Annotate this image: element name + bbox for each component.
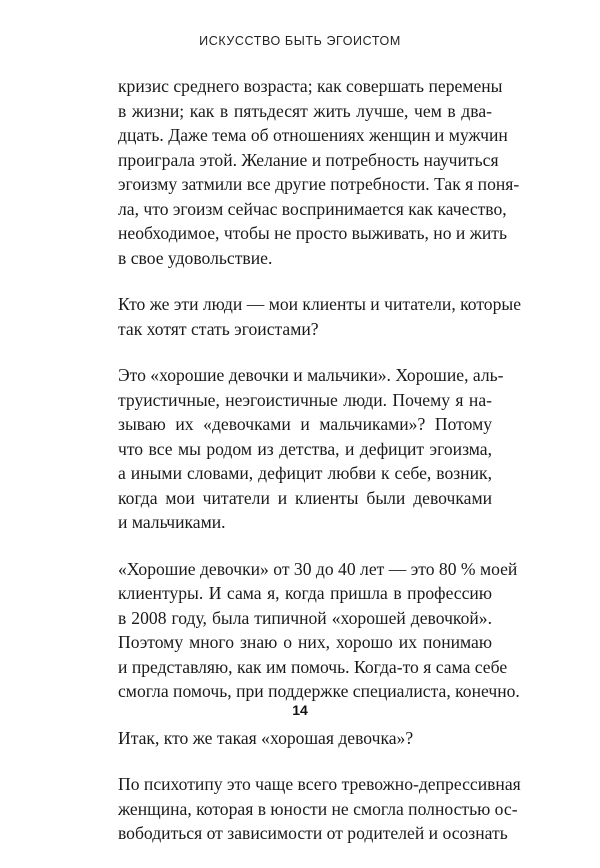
paragraph <box>118 363 504 535</box>
text-line: вободиться от зависимости от родителей и осознать <box>118 823 508 843</box>
body-text <box>118 74 522 868</box>
paragraph <box>118 772 521 846</box>
text-line: клиентуры. И сама я, когда пришла в профессию <box>118 583 492 603</box>
paragraph <box>118 726 492 751</box>
text-line: а иными словами, дефицит любви к себе, возник, <box>118 463 492 483</box>
text-line: в свое удовольствие. <box>118 247 273 268</box>
paragraph <box>118 557 520 704</box>
text-line: в 2008 году, была типичной «хорошей девочкой». <box>118 607 492 628</box>
text-line: дцать. Даже тема об отношениях женщин и мужчин <box>118 125 508 145</box>
text-line: зываю их «девочками и мальчиками»? Потому <box>118 414 492 434</box>
text-line: женщина, которая в юности не смогла полностью ос- <box>118 798 518 819</box>
text-line: кризис среднего возраста; как совершать перемены <box>118 76 503 96</box>
text-line: смогла помочь, при поддержке специалиста, конечно. <box>118 681 520 701</box>
text-line: так хотят стать эгоистами? <box>118 318 319 339</box>
text-line: «Хорошие девочки» от 30 до 40 лет — это 80 % моей <box>118 558 518 579</box>
text-line: и представляю, как им помочь. Когда-то я сама себе <box>118 656 508 677</box>
text-line: Поэтому много знаю о них, хорошо их понимаю <box>118 632 492 652</box>
text-line: что все мы родом из детства, и дефицит эгоизма, <box>118 438 492 459</box>
text-line: необходимое, чтобы не просто выживать, но и жить <box>118 223 507 243</box>
text-line: ла, что эгоизм сейчас воспринимается как качество, <box>118 198 507 219</box>
text-line: и мальчиками. <box>118 512 226 532</box>
text-line: когда мои читатели и клиенты были девочками <box>118 487 492 508</box>
text-line: Кто же эти люди — мои клиенты и читатели, которые <box>118 294 522 314</box>
text-line: Итак, кто же такая «хорошая девочка»? <box>118 727 414 748</box>
page-number: 14 <box>292 702 308 718</box>
text-line: Это «хорошие девочки и мальчики». Хорошие, аль- <box>118 365 504 385</box>
paragraph <box>118 74 520 270</box>
paragraph <box>118 292 522 341</box>
text-line: проиграла этой. Желание и потребность научиться <box>118 149 499 170</box>
text-line: в жизни; как в пятьдесят жить лучше, чем в два- <box>118 100 492 121</box>
text-line: труистичные, неэгоистичные люди. Почему я на- <box>118 389 492 410</box>
text-line: По психотипу это чаще всего тревожно-депрессивная <box>118 774 521 794</box>
running-head: ИСКУССТВО БЫТЬ ЭГОИСТОМ <box>199 34 401 48</box>
text-line: эгоизму затмили все другие потребности. Так я поня- <box>118 174 520 194</box>
